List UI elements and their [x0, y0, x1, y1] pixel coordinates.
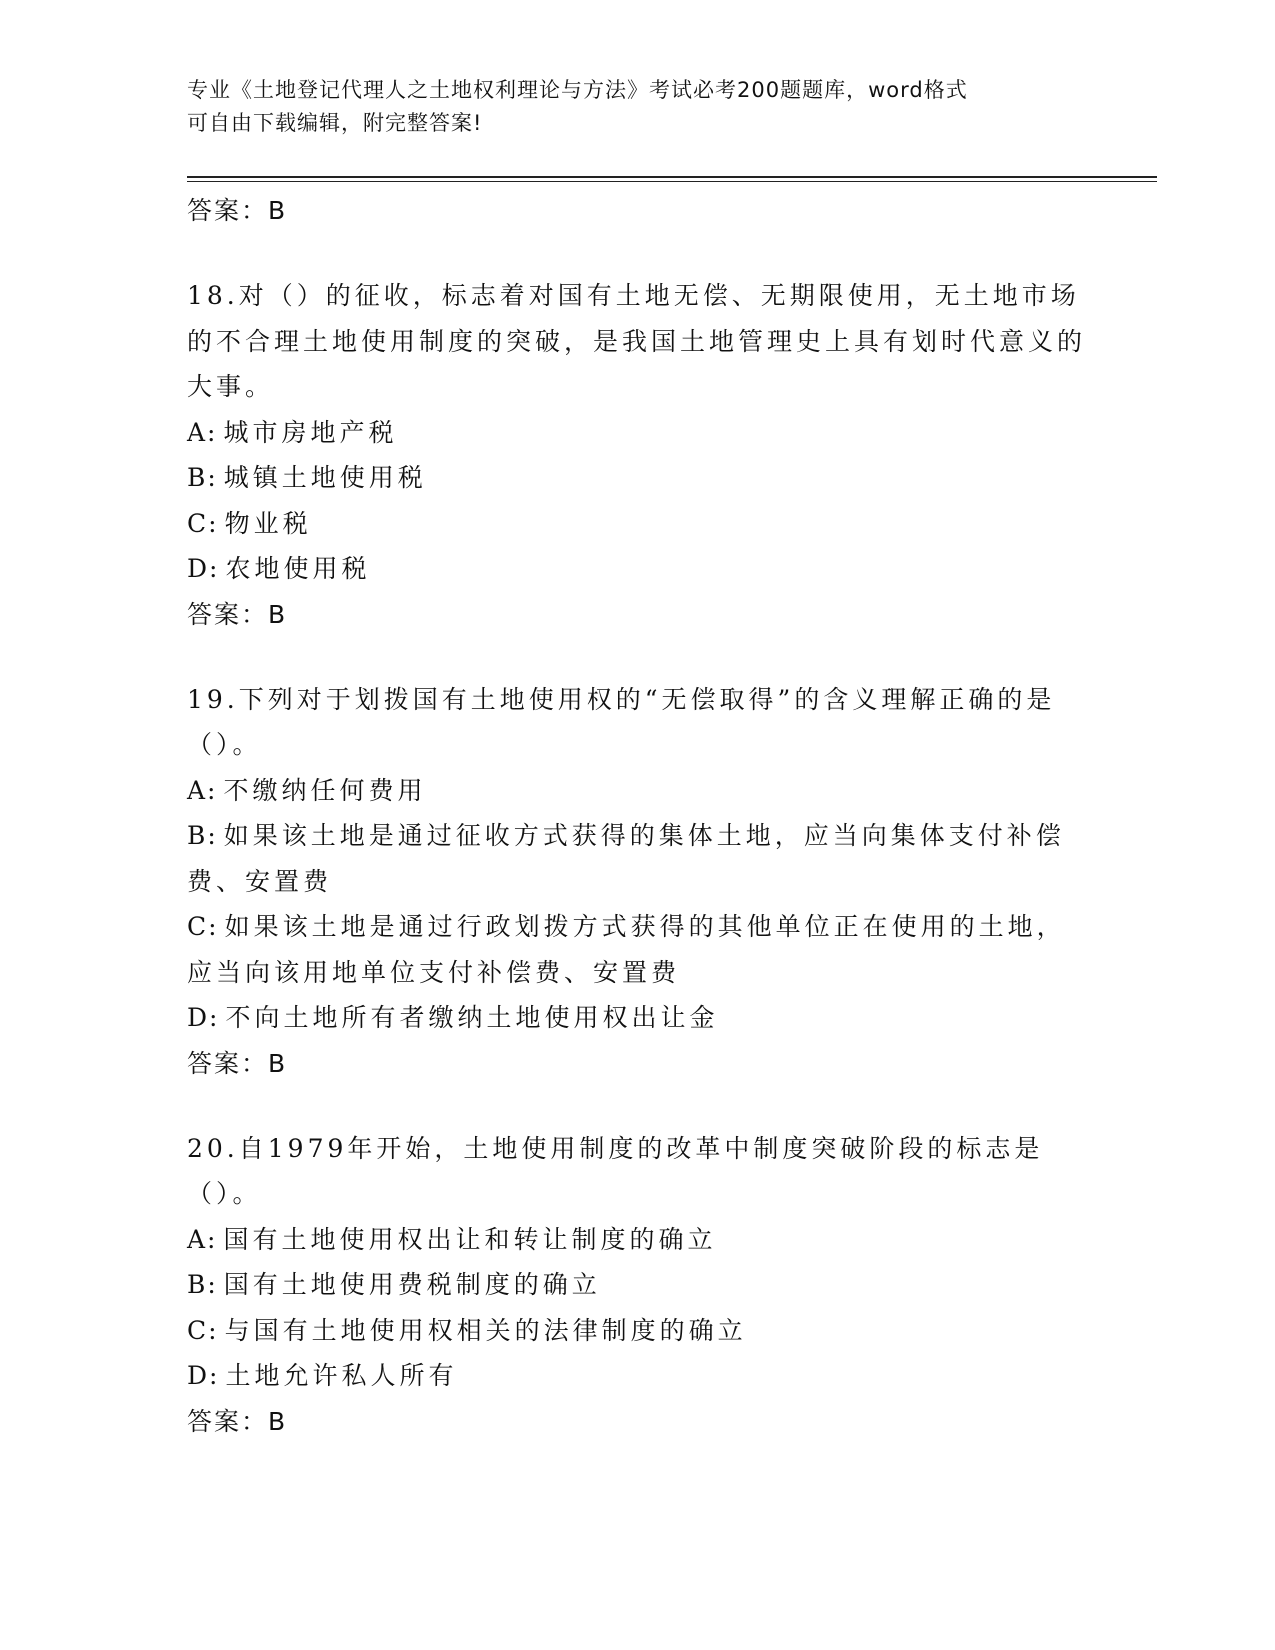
- option-letter: C:: [187, 508, 219, 538]
- option-text: 物业税: [224, 508, 312, 538]
- answer-19: 答案：B: [187, 1048, 288, 1078]
- option-text: 农地使用税: [225, 554, 371, 583]
- option-c: [187, 1308, 1087, 1354]
- option-d: [187, 546, 1087, 592]
- answer-previous-question: 答案：B: [187, 196, 288, 225]
- option-text: 土地允许私人所有: [225, 1361, 458, 1390]
- option-text: 城市房地产税: [223, 417, 398, 447]
- question-20: [187, 1126, 1087, 1444]
- question-18: [187, 273, 1087, 637]
- option-letter: B:: [187, 821, 218, 850]
- option-a: [187, 768, 1087, 814]
- option-b: [187, 455, 1087, 501]
- option-b: [187, 1262, 1087, 1308]
- question-stem: 19.下列对于划拨国有土地使用权的“无偿取得”的含义理解正确的是（）。: [187, 684, 1056, 759]
- option-text: 国有土地使用费税制度的确立: [223, 1270, 601, 1299]
- option-b: [187, 813, 1087, 904]
- option-letter: C:: [187, 912, 219, 941]
- option-letter: D:: [187, 554, 220, 583]
- header-title-line-2: 可自由下载编辑，附完整答案!: [187, 111, 483, 135]
- option-text: 国有土地使用权出让和转让制度的确立: [223, 1224, 717, 1254]
- option-letter: B:: [187, 463, 218, 492]
- option-letter: C:: [187, 1315, 219, 1345]
- document-body: [187, 188, 1087, 1444]
- option-d: [187, 995, 1087, 1041]
- page-header: [187, 74, 1087, 140]
- option-letter: A:: [187, 775, 218, 805]
- header-divider: [187, 176, 1157, 182]
- option-letter: B:: [187, 1270, 218, 1299]
- option-text: 与国有土地使用权相关的法律制度的确立: [224, 1315, 747, 1345]
- option-text: 如果该土地是通过行政划拨方式获得的其他单位正在使用的土地，应当向该用地单位支付补偿费、安置费: [187, 912, 1066, 987]
- option-text: 不缴纳任何费用: [223, 775, 427, 805]
- question-stem: 18.对（）的征收，标志着对国有土地无偿、无期限使用，无土地市场的不合理土地使用制度的突破，是我国土地管理史上具有划时代意义的大事。: [187, 281, 1087, 401]
- option-text: 城镇土地使用税: [223, 463, 427, 492]
- option-a: [187, 410, 1087, 456]
- question-stem: 20.自1979年开始，土地使用制度的改革中制度突破阶段的标志是（）。: [187, 1133, 1044, 1208]
- option-text: 如果该土地是通过征收方式获得的集体土地，应当向集体支付补偿费、安置费: [187, 821, 1065, 896]
- question-19: [187, 677, 1087, 1086]
- option-text: 不向土地所有者缴纳土地使用权出让金: [225, 1003, 719, 1032]
- option-letter: D:: [187, 1361, 220, 1390]
- header-title-line-1: 专业《土地登记代理人之土地权利理论与方法》考试必考200题题库，word格式: [187, 78, 968, 102]
- option-c: [187, 904, 1087, 995]
- answer-18: 答案：B: [187, 599, 288, 629]
- option-letter: A:: [187, 1224, 218, 1254]
- answer-20: 答案：B: [187, 1406, 288, 1436]
- option-d: [187, 1353, 1087, 1399]
- option-letter: A:: [187, 417, 218, 447]
- option-c: [187, 501, 1087, 547]
- option-letter: D:: [187, 1003, 220, 1032]
- option-a: [187, 1217, 1087, 1263]
